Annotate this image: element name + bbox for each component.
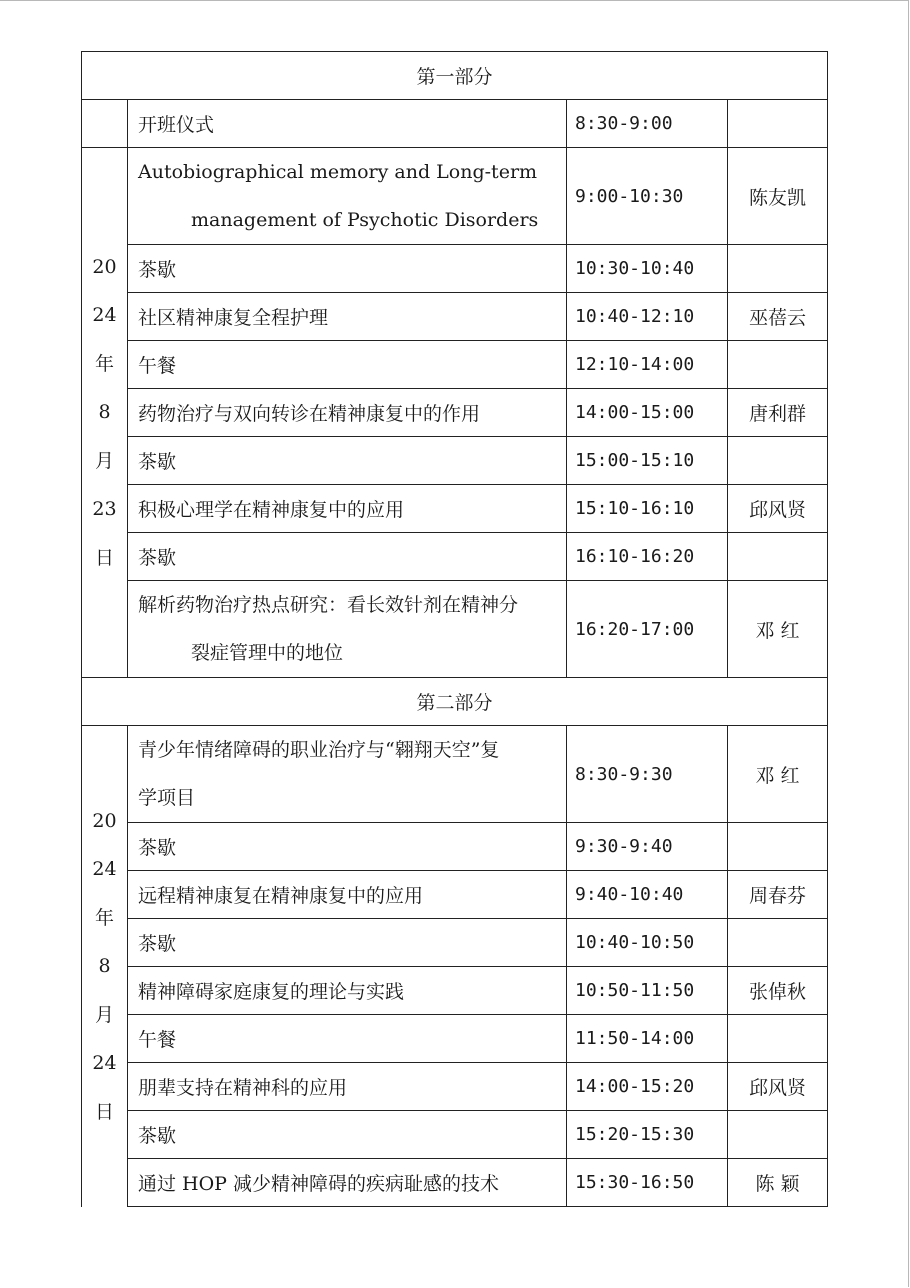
date-char: 20 — [92, 255, 117, 278]
topic-line: Autobiographical memory and Long-term — [138, 161, 538, 183]
topic-cell: 通过 HOP 减少精神障碍的疾病耻感的技术 — [128, 1159, 567, 1207]
table-row — [82, 1111, 828, 1159]
speaker-cell — [728, 1111, 828, 1159]
date-label — [92, 243, 116, 583]
time-cell: 15:20-15:30 — [567, 1111, 728, 1159]
table-row — [82, 148, 828, 245]
topic-line: management of Psychotic Disorders — [191, 209, 539, 231]
table-row — [82, 533, 828, 581]
time-cell: 10:40-12:10 — [567, 293, 728, 341]
date-char: 年 — [94, 906, 114, 929]
speaker-cell — [728, 823, 828, 871]
date-char: 24 — [92, 304, 117, 327]
speaker-cell — [728, 100, 828, 148]
speaker-cell: 周春芬 — [728, 871, 828, 919]
topic-cell: 茶歇 — [128, 533, 567, 581]
date-char: 24 — [92, 1052, 117, 1074]
topic-cell: 远程精神康复在精神康复中的应用 — [128, 871, 567, 919]
table-row — [82, 245, 828, 293]
topic-line: 裂症管理中的地位 — [191, 642, 344, 664]
section-title: 第二部分 — [82, 678, 828, 726]
topic-cell — [128, 581, 567, 678]
time-cell: 9:30-9:40 — [567, 823, 728, 871]
time-cell: 10:30-10:40 — [567, 245, 728, 293]
table-row — [82, 293, 828, 341]
date-char: 日 — [94, 1100, 114, 1123]
time-cell: 10:50-11:50 — [567, 967, 728, 1015]
table-row — [82, 485, 828, 533]
topic-cell: 茶歇 — [128, 437, 567, 485]
table-row — [82, 967, 828, 1015]
time-cell: 16:20-17:00 — [567, 581, 728, 678]
table-row — [82, 1015, 828, 1063]
date-char: 年 — [94, 352, 114, 375]
speaker-cell — [728, 437, 828, 485]
time-cell: 12:10-14:00 — [567, 341, 728, 389]
time-cell: 8:30-9:30 — [567, 726, 728, 823]
time-cell: 15:00-15:10 — [567, 437, 728, 485]
speaker-cell: 巫蓓云 — [728, 293, 828, 341]
topic-cell — [128, 726, 567, 823]
topic-cell: 午餐 — [128, 341, 567, 389]
date-char: 日 — [94, 546, 114, 569]
topic-cell: 精神障碍家庭康复的理论与实践 — [128, 967, 567, 1015]
time-cell: 8:30-9:00 — [567, 100, 728, 148]
date-char: 23 — [92, 498, 117, 521]
time-cell: 14:00-15:00 — [567, 389, 728, 437]
speaker-cell: 邱风贤 — [728, 1063, 828, 1111]
date-label — [92, 797, 116, 1137]
speaker-cell: 邓 红 — [728, 726, 828, 823]
time-cell: 15:10-16:10 — [567, 485, 728, 533]
topic-cell: 茶歇 — [128, 823, 567, 871]
speaker-cell: 邱风贤 — [728, 485, 828, 533]
time-cell: 9:40-10:40 — [567, 871, 728, 919]
table-row — [82, 1063, 828, 1111]
topic-cell: 积极心理学在精神康复中的应用 — [128, 485, 567, 533]
table-row — [82, 726, 828, 823]
table-row — [82, 919, 828, 967]
table-row — [82, 341, 828, 389]
date-char: 8 — [98, 955, 111, 977]
time-cell: 16:10-16:20 — [567, 533, 728, 581]
section-header-row — [82, 678, 828, 726]
topic-cell — [128, 148, 567, 245]
section-title: 第一部分 — [82, 52, 828, 100]
topic-line: 学项目 — [138, 787, 196, 809]
table-row — [82, 581, 828, 678]
speaker-cell: 邓 红 — [728, 581, 828, 678]
table-row — [82, 871, 828, 919]
topic-cell: 茶歇 — [128, 245, 567, 293]
table-row — [82, 389, 828, 437]
date-cell — [82, 726, 128, 1207]
speaker-cell — [728, 341, 828, 389]
time-cell: 10:40-10:50 — [567, 919, 728, 967]
topic-line: 解析药物治疗热点研究：看长效针剂在精神分 — [138, 594, 519, 616]
speaker-cell — [728, 533, 828, 581]
time-cell: 15:30-16:50 — [567, 1159, 728, 1207]
topic-cell: 社区精神康复全程护理 — [128, 293, 567, 341]
speaker-cell — [728, 245, 828, 293]
date-char: 8 — [98, 401, 111, 424]
speaker-cell: 陈友凯 — [728, 148, 828, 245]
speaker-cell — [728, 1015, 828, 1063]
time-cell: 11:50-14:00 — [567, 1015, 728, 1063]
table-row — [82, 437, 828, 485]
table-row — [82, 823, 828, 871]
empty-date-cell — [82, 100, 128, 148]
topic-cell: 朋辈支持在精神科的应用 — [128, 1063, 567, 1111]
speaker-cell: 陈 颖 — [728, 1159, 828, 1207]
table-row — [82, 1159, 828, 1207]
topic-cell: 茶歇 — [128, 1111, 567, 1159]
date-char: 月 — [94, 449, 114, 472]
time-cell: 9:00-10:30 — [567, 148, 728, 245]
topic-cell: 开班仪式 — [128, 100, 567, 148]
schedule-table — [81, 51, 828, 1207]
speaker-cell: 唐利群 — [728, 389, 828, 437]
section-header-row — [82, 52, 828, 100]
topic-cell: 午餐 — [128, 1015, 567, 1063]
date-char: 24 — [92, 858, 117, 880]
date-cell — [82, 148, 128, 678]
topic-line: 青少年情绪障碍的职业治疗与“翱翔天空”复 — [138, 739, 500, 761]
topic-cell: 茶歇 — [128, 919, 567, 967]
table-row — [82, 100, 828, 148]
date-char: 月 — [94, 1003, 114, 1026]
time-cell: 14:00-15:20 — [567, 1063, 728, 1111]
topic-cell: 药物治疗与双向转诊在精神康复中的作用 — [128, 389, 567, 437]
date-char: 20 — [92, 809, 117, 832]
speaker-cell: 张倬秋 — [728, 967, 828, 1015]
speaker-cell — [728, 919, 828, 967]
